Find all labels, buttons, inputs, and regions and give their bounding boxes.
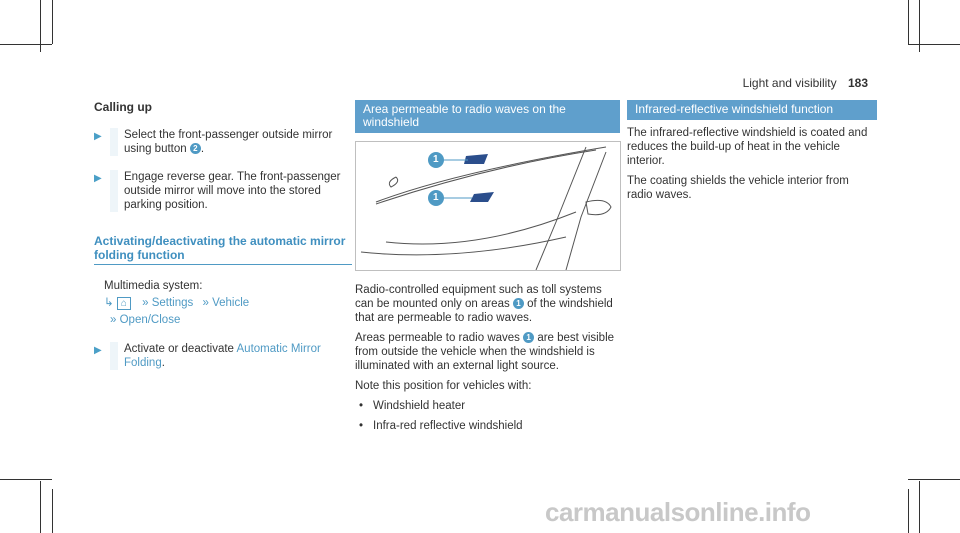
step-select-mirror: ▶ Select the front-passenger outside mirror using button 2 . (94, 128, 352, 156)
windshield-illustration (355, 141, 621, 271)
path-vehicle[interactable]: Vehicle (212, 297, 250, 309)
paragraph-visibility (355, 331, 620, 373)
list-item (355, 419, 620, 433)
crop-mark (52, 0, 53, 44)
banner-radio-area: Area permeable to radio waves on the windshield (355, 100, 620, 133)
crop-mark (908, 44, 960, 45)
step-text: Select the front-passenger outside mirror using button (124, 129, 333, 155)
heading-auto-mirror-fold: Activating/deactivating the automatic mirror folding function (94, 234, 352, 265)
list-item-text: Windshield heater (373, 400, 466, 412)
callout-badge-icon: 1 (513, 298, 524, 309)
column-right (627, 100, 877, 202)
list-item (355, 399, 620, 413)
crop-mark (0, 44, 52, 45)
crop-mark (0, 479, 52, 480)
crop-mark (919, 0, 920, 52)
crop-mark (908, 489, 909, 533)
paragraph-note: Note this position for vehicles with: (355, 380, 532, 392)
step-suffix: . (161, 357, 165, 369)
page-number: 183 (847, 76, 868, 90)
crop-mark (908, 479, 960, 480)
crop-mark (919, 481, 920, 533)
list-item-text: Infra-red reflective windshield (373, 420, 523, 432)
step-text: Engage reverse gear. The front-passenger outside mirror will move into the stored parking position. (124, 171, 341, 211)
crop-mark (40, 0, 41, 52)
windshield-drawing (356, 142, 620, 270)
arrow-right-icon: » (110, 314, 117, 326)
step-activate-folding (94, 342, 352, 370)
path-start-icon: ↳ (104, 297, 114, 309)
paragraph-infrared: The infrared-reflective windshield is coated and reduces the build-up of heat in the vehicle interior. (627, 127, 868, 167)
crop-mark (52, 489, 53, 533)
step-engage-reverse (94, 170, 352, 212)
paragraph-mounting (355, 283, 620, 325)
callout-badge-icon: 2 (190, 143, 201, 154)
heading-calling-up: Calling up (94, 100, 152, 114)
crop-mark (908, 0, 909, 44)
home-icon[interactable]: ⌂ (117, 297, 131, 310)
crop-mark (40, 481, 41, 533)
path-open-close[interactable]: Open/Close (119, 314, 181, 326)
paragraph-text: Radio-controlled equipment such as toll systems can be mounted only on areas (355, 284, 602, 310)
paragraph-coating: The coating shields the vehicle interior from radio waves. (627, 175, 849, 201)
automatic-mirror-folding-link[interactable]: Automatic Mirror Folding (124, 343, 321, 369)
paragraph-text: of the windshield that are permeable to radio waves. (355, 298, 613, 324)
running-header (743, 76, 868, 90)
watermark: carmanualsonline.info (545, 497, 811, 527)
step-arrow-icon: ▶ (94, 173, 102, 184)
bullet-icon: • (359, 420, 364, 432)
callout-label: 1 (433, 154, 439, 165)
multimedia-label: Multimedia system: (104, 280, 203, 292)
column-middle (355, 100, 620, 433)
bullet-icon: • (359, 400, 364, 412)
callout-label: 1 (433, 192, 439, 203)
paragraph-text: Areas permeable to radio waves (355, 332, 520, 344)
step-arrow-icon: ▶ (94, 345, 102, 356)
menu-path (104, 295, 352, 328)
arrow-right-icon: » (142, 297, 149, 309)
section-title: Light and visibility (742, 76, 837, 90)
banner-infrared: Infrared-reflective windshield function (627, 100, 877, 120)
column-left (94, 100, 352, 384)
step-text: Activate or deactivate (124, 343, 234, 355)
callout-badge-icon: 1 (523, 332, 534, 343)
path-settings[interactable]: Settings (151, 297, 194, 309)
arrow-right-icon: » (202, 297, 209, 309)
step-arrow-icon: ▶ (94, 131, 102, 142)
paragraph-text: are best visible from outside the vehicle when the windshield is illuminated with an external light source. (355, 332, 615, 372)
